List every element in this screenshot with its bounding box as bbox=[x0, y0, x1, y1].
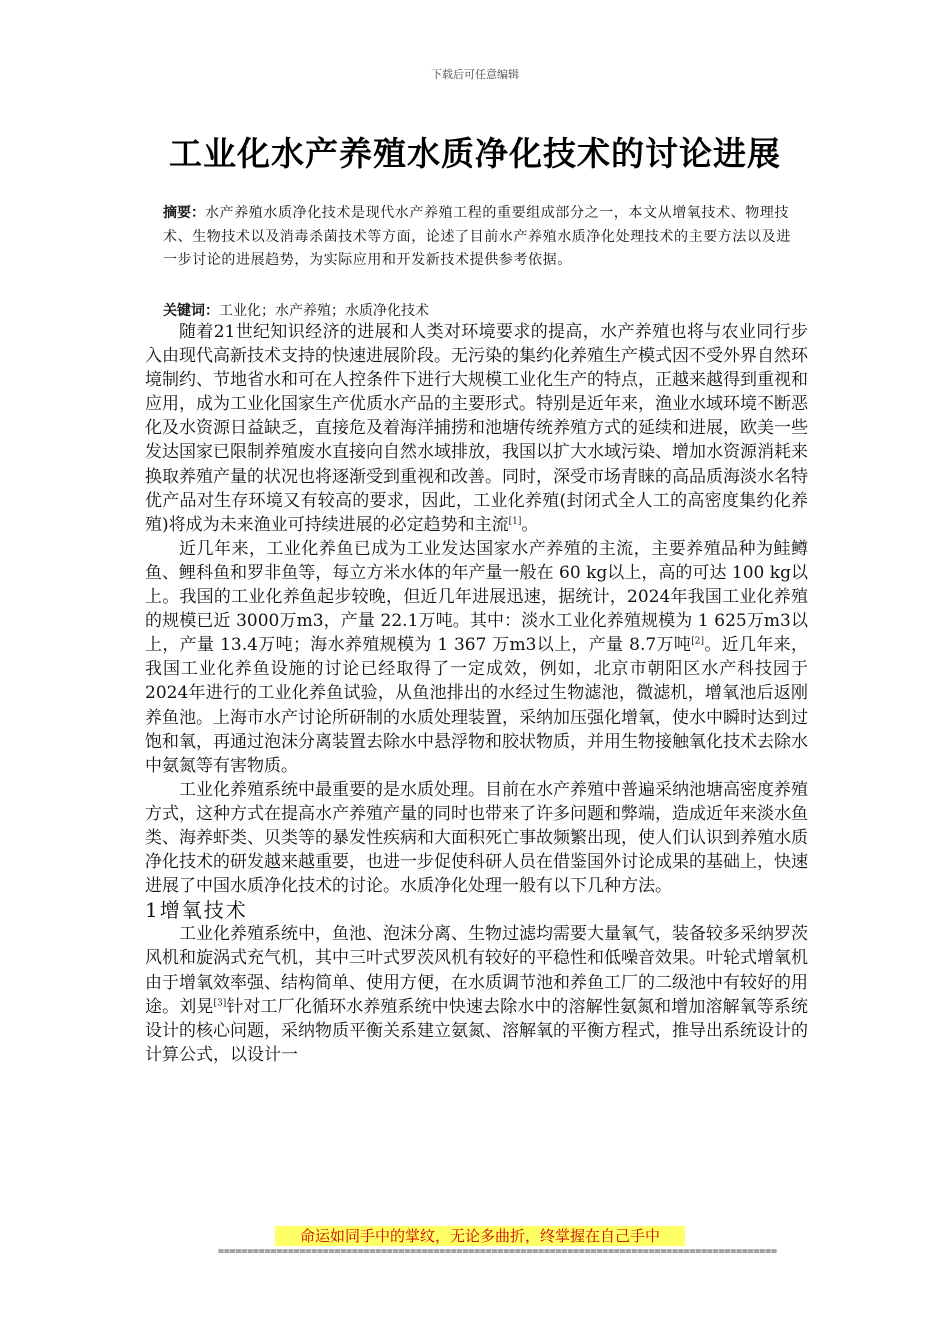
keywords-text: 工业化；水产养殖；水质净化技术 bbox=[219, 303, 429, 319]
abstract bbox=[163, 202, 803, 273]
citation: [1] bbox=[508, 516, 522, 527]
paragraph: 工业化养殖系统中最重要的是水质处理。目前在水产养殖中普遍采纳池塘高密度养殖方式，这种方式在提高水产养殖产量的同时也带来了许多问题和弊端，造成近年来淡水鱼类、海养虾类、贝类等的暴发性疾病和大面积死亡事故频繁出现，使人们认识到养殖水质净化技术的研发越来越重要，也进一步促使科研人员在借鉴国外讨论成果的基础上，快速进展了中国水质净化技术的讨论。水质净化处理一般有以下几种方法。 bbox=[145, 779, 808, 897]
paragraph: 工业化养殖系统中，鱼池、泡沫分离、生物过滤均需要大量氧气，装备较多采纳罗茨风机和旋涡式充气机，其中三叶式罗茨风机有较好的平稳性和低噪音效果。叶轮式增氧机由于增氧效率强、结构简单、使用方便，在水质调节池和养鱼工厂的二级池中有较好的用途。刘晃[3]针对工厂化循环水养殖系统中快速去除水中的溶解性氨氮和增加溶解氧等系统设计的核心问题，采纳物质平衡关系建立氨氮、溶解氧的平衡方程式，推导出系统设计的计算公式，以设计一 bbox=[145, 924, 809, 1065]
paragraph: 近几年来，工业化养鱼已成为工业发达国家水产养殖的主流，主要养殖品种为鲑鳟鱼、鲤科鱼和罗非鱼等，每立方米水体的年产量一般在 60 kg以上，高的可达 100 kg以上。我国的工业化养鱼起步较晚，但近几年进展迅速，据统计，2024年我国工业化养殖的规模已近 3000万m3，产量 22.1万吨。其中：淡水工业化养殖规模为 1 625万m3以上，产量 13.4万吨；海水养殖规模为 1 367 万m3以上，产量 8.7万吨[2]。近几年来，我国工业化养鱼设施的讨论已经取得了一定成效，例如，北京市朝阳区水产科技园于2024年进行的工业化养鱼试验，从鱼池排出的水经过生物滤池，微滤机，增氧池后返刚养鱼池。上海市水产讨论所研制的水质处理装置，采纳加压强化增氧，使水中瞬时达到过饱和氧，再通过泡沫分离装置去除水中悬浮物和胶状物质，并用生物接触氧化技术去除水中氨氮等有害物质。 bbox=[145, 538, 809, 776]
page-header: 下载后可任意编辑 bbox=[431, 68, 519, 81]
citation: [2] bbox=[691, 636, 704, 647]
keywords-label: 关键词： bbox=[163, 303, 219, 319]
citation: [3] bbox=[213, 997, 227, 1008]
footer-rule: ================================================================================================ bbox=[218, 1246, 777, 1257]
abstract-text: 水产养殖水质净化技术是现代水产养殖工程的重要组成部分之一，本文从增氧技术、物理技术、生物技术以及消毒杀菌技术等方面，论述了目前水产养殖水质净化处理技术的主要方法以及进一步讨论的进展趋势，为实际应用和开发新技术提供参考依据。 bbox=[163, 205, 791, 268]
footer-motto: 命运如同手中的掌纹，无论多曲折，终掌握在自己手中 bbox=[299, 1227, 660, 1245]
section-heading: 1增氧技术 bbox=[145, 898, 248, 923]
body-text bbox=[145, 320, 808, 1067]
document-title: 工业化水产养殖水质净化技术的讨论进展 bbox=[169, 134, 781, 173]
paragraph: 随着21世纪知识经济的进展和人类对环境要求的提高，水产养殖也将与农业同行步入由现代高新技术支持的快速进展阶段。无污染的集约化养殖生产模式因不受外界自然环境制约、节地省水和可在人控条件下进行大规模工业化生产的特点，正越来越得到重视和应用，成为工业化国家生产优质水产品的主要形式。特别是近年来，渔业水域环境不断恶化及水资源日益缺乏，直接危及着海洋捕捞和池塘传统养殖方式的延续和进展，欧美一些发达国家已限制养殖废水直接向自然水域排放，我国以扩大水域污染、增加水资源消耗来换取养殖产量的状况也将逐渐受到重视和改善。同时，深受市场青睐的高品质海淡水名特优产品对生存环境又有较高的要求，因此，工业化养殖(封闭式全人工的高密度集约化养殖)将成为未来渔业可持续进展的必定趋势和主流[1]。 bbox=[145, 322, 808, 535]
abstract-label: 摘要： bbox=[163, 205, 205, 221]
keywords bbox=[163, 300, 803, 322]
